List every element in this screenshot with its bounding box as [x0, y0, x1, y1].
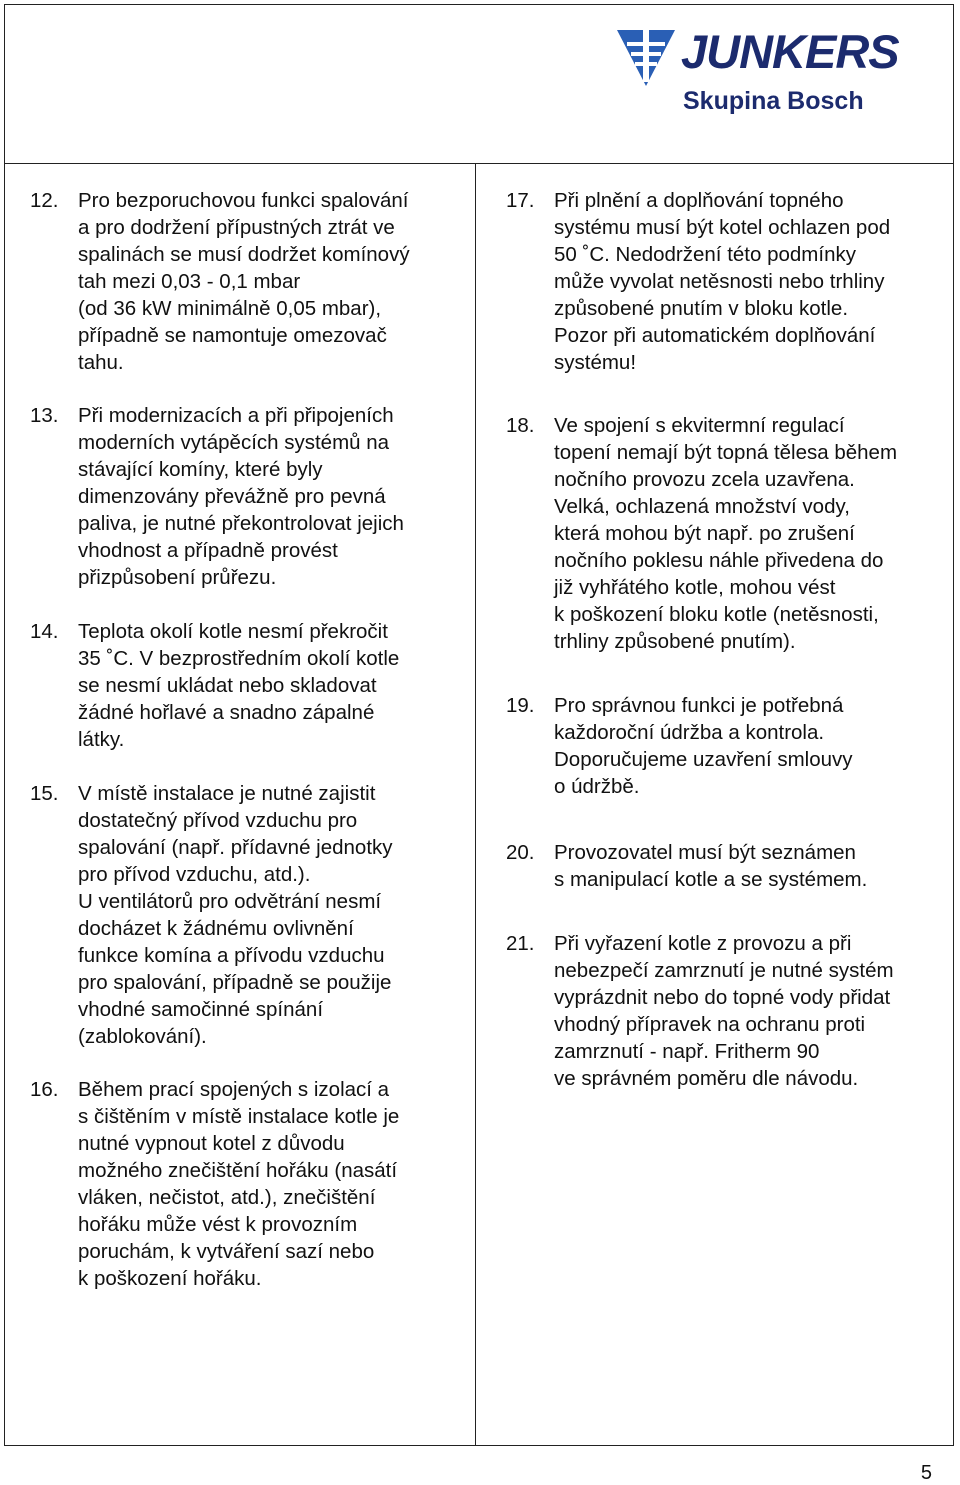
page-number: 5 — [920, 1462, 932, 1484]
item-text: V místě instalace je nutné zajistit dostatečný přívod vzduchu pro spalování (např. přídavné jednotky pro přívod vzduchu, atd.). U ventilátorů pro odvětrání nesmí docházet k žádnému ovlivnění funkce komína a přívodu vzduchu pro spalování, případně se použije vhodné samočinné spínání (zablokování). — [78, 782, 393, 1048]
item-number: 15. — [30, 782, 59, 805]
item-number: 16. — [30, 1078, 59, 1101]
item-text: Provozovatel musí být seznámen s manipulací kotle a se systémem. — [554, 841, 868, 891]
item-number: 20. — [506, 841, 535, 864]
item-text: Pro bezporuchovou funkci spalování a pro dodržení přípustných ztrát ve spalinách se musí dodržet komínový tah mezi 0,03 - 0,1 mbar (od 36 kW minimálně 0,05 mbar), případně se namontuje omezovač tahu. — [78, 189, 410, 374]
item-number: 17. — [506, 189, 535, 212]
item-number: 18. — [506, 414, 535, 437]
item-number: 13. — [30, 404, 59, 427]
item-number: 12. — [30, 189, 59, 212]
item-text: Při modernizacích a při připojeních moderních vytápěcích systémů na stávající komíny, které byly dimenzovány převážně pro pevná paliva, je nutné překontrolovat jejich vhodnost a případně provést přizpůsobení průřezu. — [78, 404, 404, 589]
item-text: Pro správnou funkci je potřebná každoroční údržba a kontrola. Doporučujeme uzavření smlouvy o údržbě. — [554, 694, 853, 798]
item-text: Během prací spojených s izolací a s čištěním v místě instalace kotle je nutné vypnout kotel z důvodu možného znečištění hořáku (nasátí vláken, nečistot, atd.), znečištění hořáku může vést k provozním poruchám, k vytváření sazí nebo k poškození hořáku. — [78, 1078, 400, 1290]
item-text: Při vyřazení kotle z provozu a při nebezpečí zamrznutí je nutné systém vyprázdnit nebo do topné vody přidat vhodný přípravek na ochranu proti zamrznutí - např. Fritherm 90 ve správném poměru dle návodu. — [554, 932, 894, 1090]
brand-subtitle: Skupina Bosch — [683, 87, 864, 115]
item-number: 21. — [506, 932, 535, 955]
item-text: Při plnění a doplňování topného systému musí být kotel ochlazen pod 50 ˚C. Nedodržení této podmínky může vyvolat netěsnosti nebo trhliny způsobené pnutím v bloku kotle. Pozor při automatickém doplňování systému! — [554, 189, 891, 374]
junkers-emblem-icon — [615, 28, 677, 90]
column-divider — [475, 163, 476, 1446]
header-divider — [4, 163, 954, 164]
item-number: 14. — [30, 620, 59, 643]
item-number: 19. — [506, 694, 535, 717]
brand-name: JUNKERS — [681, 25, 899, 78]
item-text: Ve spojení s ekvitermní regulací topení nemají být topná tělesa během nočního provozu zcela uzavřena. Velká, ochlazená množství vody, která mohou být např. po zrušení nočního poklesu náhle přivedena do již vyhřátého kotle, mohou vést k poškození bloku kotle (netěsnosti, trhliny způsobené pnutím). — [554, 414, 898, 653]
item-text: Teplota okolí kotle nesmí překročit 35 ˚C. V bezprostředním okolí kotle se nesmí ukládat nebo skladovat žádné hořlavé a snadno zápalné látky. — [78, 620, 400, 751]
